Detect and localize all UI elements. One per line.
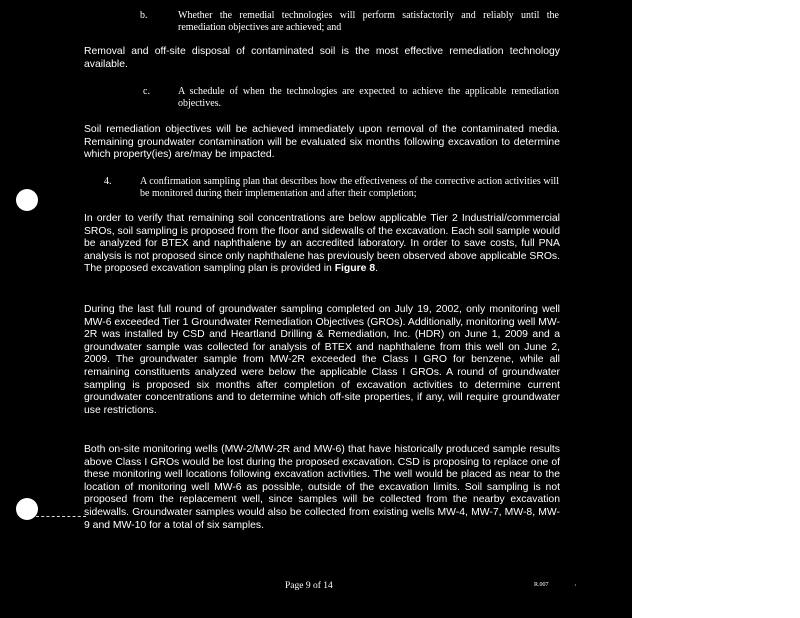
- document-code: R.007: [534, 582, 549, 588]
- paragraph-text: In order to verify that remaining soil concentrations are below applicable Tier 2 Industrial/commercial SROs, soil sampling is proposed from the floor and sidewalls of the excavation. Each soil sample would be analyzed for BTEX and naphthalene by an accredited laboratory. In order to save costs, full PNA analysis is not proposed since only naphthalene has previously been observed above applicable SROs. The proposed excavation sampling plan is provided in: [84, 213, 560, 275]
- page-number: Page 9 of 14: [285, 581, 333, 591]
- paragraph-removal: Removal and off-site disposal of contaminated soil is the most effective remediation technology available.: [84, 46, 560, 70]
- paragraph-groundwater: During the last full round of groundwater sampling completed on July 19, 2002, only monitoring well MW-6 exceeded Tier 1 Groundwater Remediation Objectives (GROs). Additionally, monitoring well MW-2R was installed by CSD and Heartland Drilling & Remediation, Inc. (HDR) on June 1, 2009 and a groundwater sample was collected for analysis of BTEX and naphthalene from this well on June 2, 2009. The groundwater sample from MW-2R exceeded the Class I GRO for benzene, while all remaining constituents analyzed were below the applicable Class I GROs. A round of groundwater sampling is proposed six months after completion of excavation activities to determine current groundwater concentrations and to determine which off-site properties, if any, will require groundwater use restrictions.: [84, 304, 560, 416]
- paragraph-verify-sampling: [84, 213, 560, 276]
- list-marker: c.: [143, 86, 150, 97]
- binder-hole-bottom: [16, 498, 38, 520]
- footer-mark: ·: [574, 581, 577, 590]
- paragraph-end: .: [375, 263, 378, 275]
- paragraph-monitoring-wells: Both on-site monitoring wells (MW-2/MW-2R and MW-6) that have historically produced sample results above Class I GROs would be lost during the proposed excavation. CSD is proposing to replace one of these monitoring well locations following excavation activities. The well would be placed as near to the location of monitoring well MW-6 as possible, outside of the excavation limits. Soil sampling is not proposed from the replacement well, since samples will be collected from the nearby excavation sidewalls. Groundwater samples would also be collected from existing wells MW-4, MW-7, MW-8, MW-9 and MW-10 for a total of six samples.: [84, 444, 560, 531]
- binder-hole-top: [16, 189, 38, 211]
- list-item-text: A confirmation sampling plan that describes how the effectiveness of the corrective action activities will be monitored during their implementation and after their completion;: [140, 176, 559, 200]
- scan-artifact-line: [36, 516, 86, 517]
- paragraph-soil-objectives: Soil remediation objectives will be achieved immediately upon removal of the contaminated media. Remaining groundwater contamination will be evaluated six months following excavation to determine which property(ies) are/may be impacted.: [84, 124, 560, 161]
- list-marker: b.: [140, 10, 148, 21]
- figure-reference: Figure 8: [334, 263, 376, 275]
- list-marker: 4.: [104, 176, 112, 187]
- list-item-text: A schedule of when the technologies are expected to achieve the applicable remediation objectives.: [178, 86, 559, 110]
- list-item-text: Whether the remedial technologies will perform satisfactorily and reliably until the remediation objectives are achieved; and: [178, 10, 559, 34]
